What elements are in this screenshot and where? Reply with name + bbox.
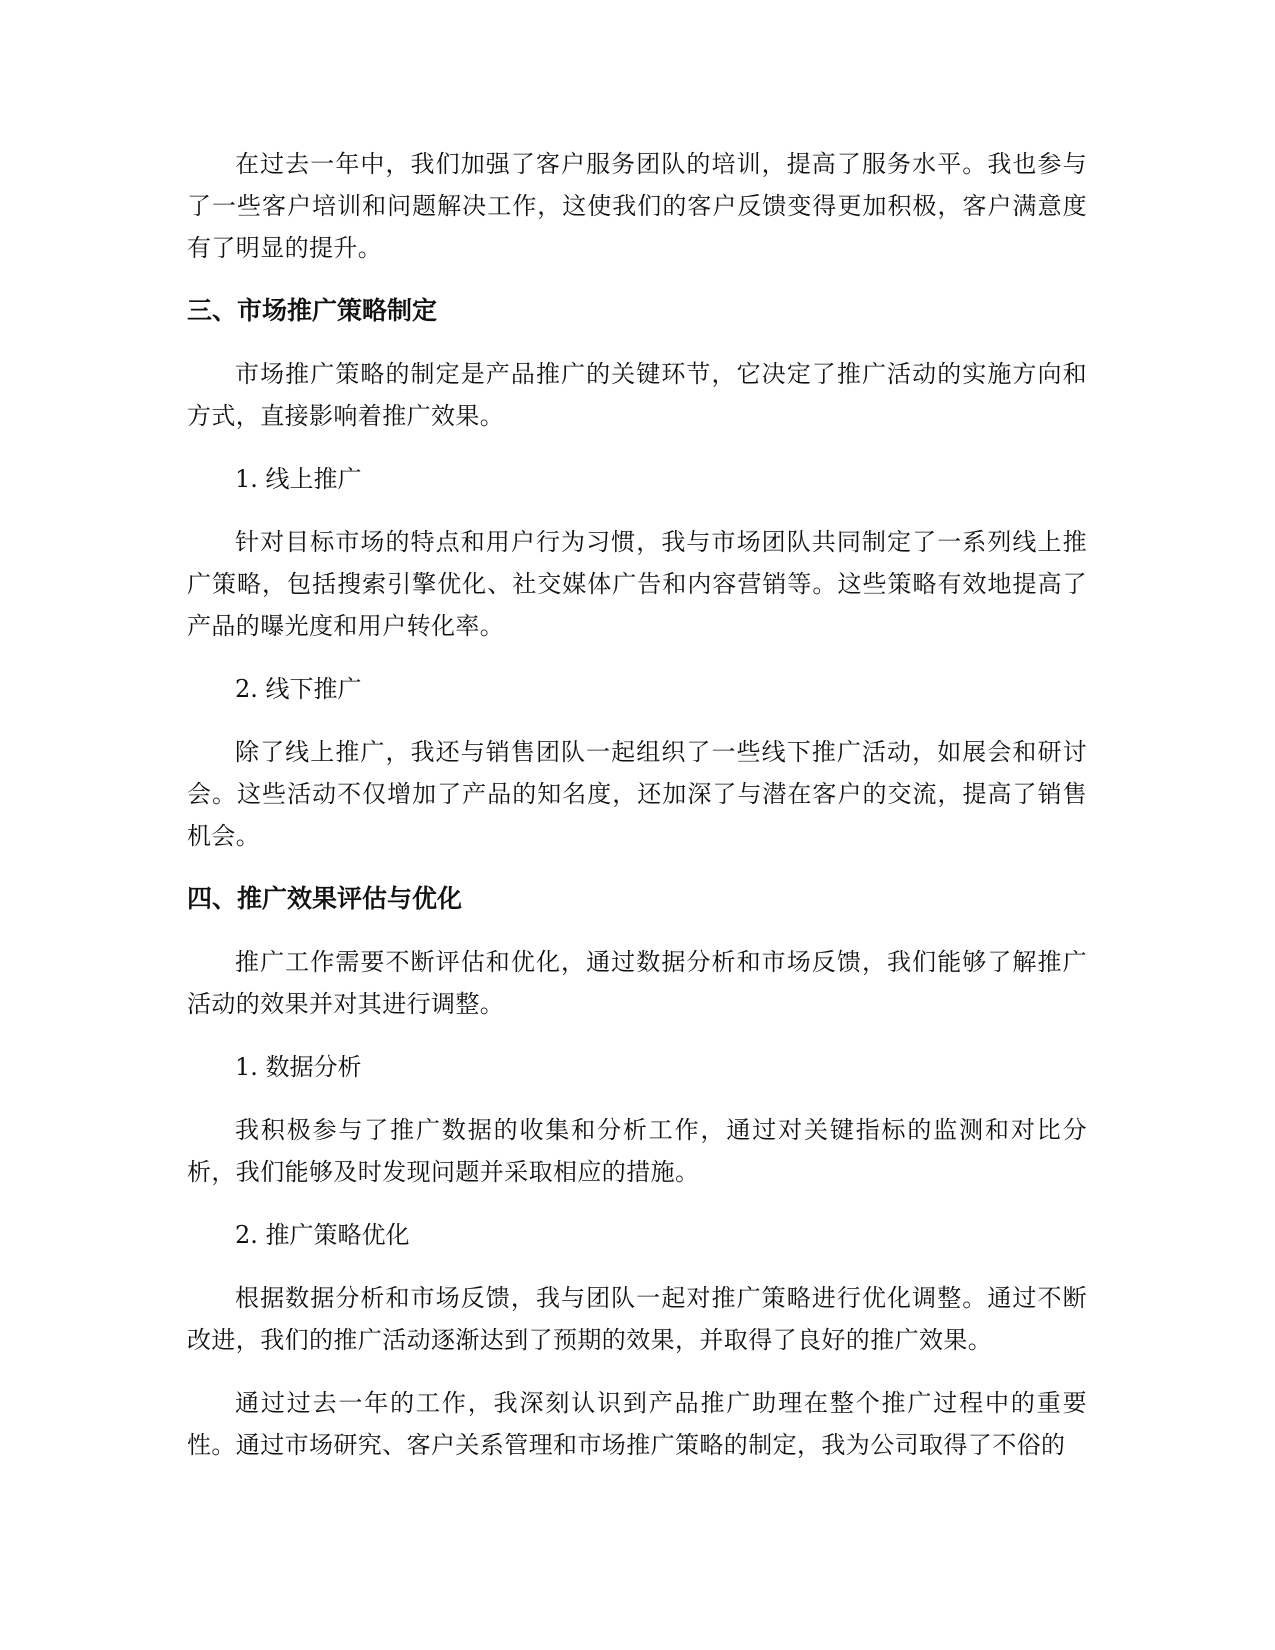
section-heading-4: 四、推广效果评估与优化 [187, 884, 463, 913]
paragraph-data-analysis: 我积极参与了推广数据的收集和分析工作，通过对关键指标的监测和对比分析，我们能够及时发现问题并采取相应的措施。 [187, 1116, 1087, 1186]
section-heading-3: 三、市场推广策略制定 [187, 296, 438, 325]
list-item-data-analysis: 1. 数据分析 [235, 1053, 362, 1081]
paragraph-strategy-optimization: 根据数据分析和市场反馈，我与团队一起对推广策略进行优化调整。通过不断改进，我们的推广活动逐渐达到了预期的效果，并取得了良好的推广效果。 [187, 1284, 1087, 1354]
paragraph-strategy-intro: 市场推广策略的制定是产品推广的关键环节，它决定了推广活动的实施方向和方式，直接影响着推广效果。 [187, 360, 1087, 430]
list-item-offline: 2. 线下推广 [235, 675, 362, 703]
list-item-online: 1. 线上推广 [235, 465, 362, 493]
list-item-strategy-optimization: 2. 推广策略优化 [235, 1221, 410, 1249]
paragraph-online-promotion: 针对目标市场的特点和用户行为习惯，我与市场团队共同制定了一系列线上推广策略，包括搜索引擎优化、社交媒体广告和内容营销等。这些策略有效地提高了产品的曝光度和用户转化率。 [187, 528, 1087, 640]
paragraph-evaluation-intro: 推广工作需要不断评估和优化，通过数据分析和市场反馈，我们能够了解推广活动的效果并对其进行调整。 [187, 948, 1087, 1018]
document-body [187, 143, 1087, 1487]
paragraph-customer-service: 在过去一年中，我们加强了客户服务团队的培训，提高了服务水平。我也参与了一些客户培训和问题解决工作，这使我们的客户反馈变得更加积极，客户满意度有了明显的提升。 [187, 150, 1087, 262]
paragraph-conclusion: 通过过去一年的工作，我深刻认识到产品推广助理在整个推广过程中的重要性。通过市场研究、客户关系管理和市场推广策略的制定，我为公司取得了不俗的 [187, 1389, 1087, 1459]
paragraph-offline-promotion: 除了线上推广，我还与销售团队一起组织了一些线下推广活动，如展会和研讨会。这些活动不仅增加了产品的知名度，还加深了与潜在客户的交流，提高了销售机会。 [187, 738, 1087, 850]
